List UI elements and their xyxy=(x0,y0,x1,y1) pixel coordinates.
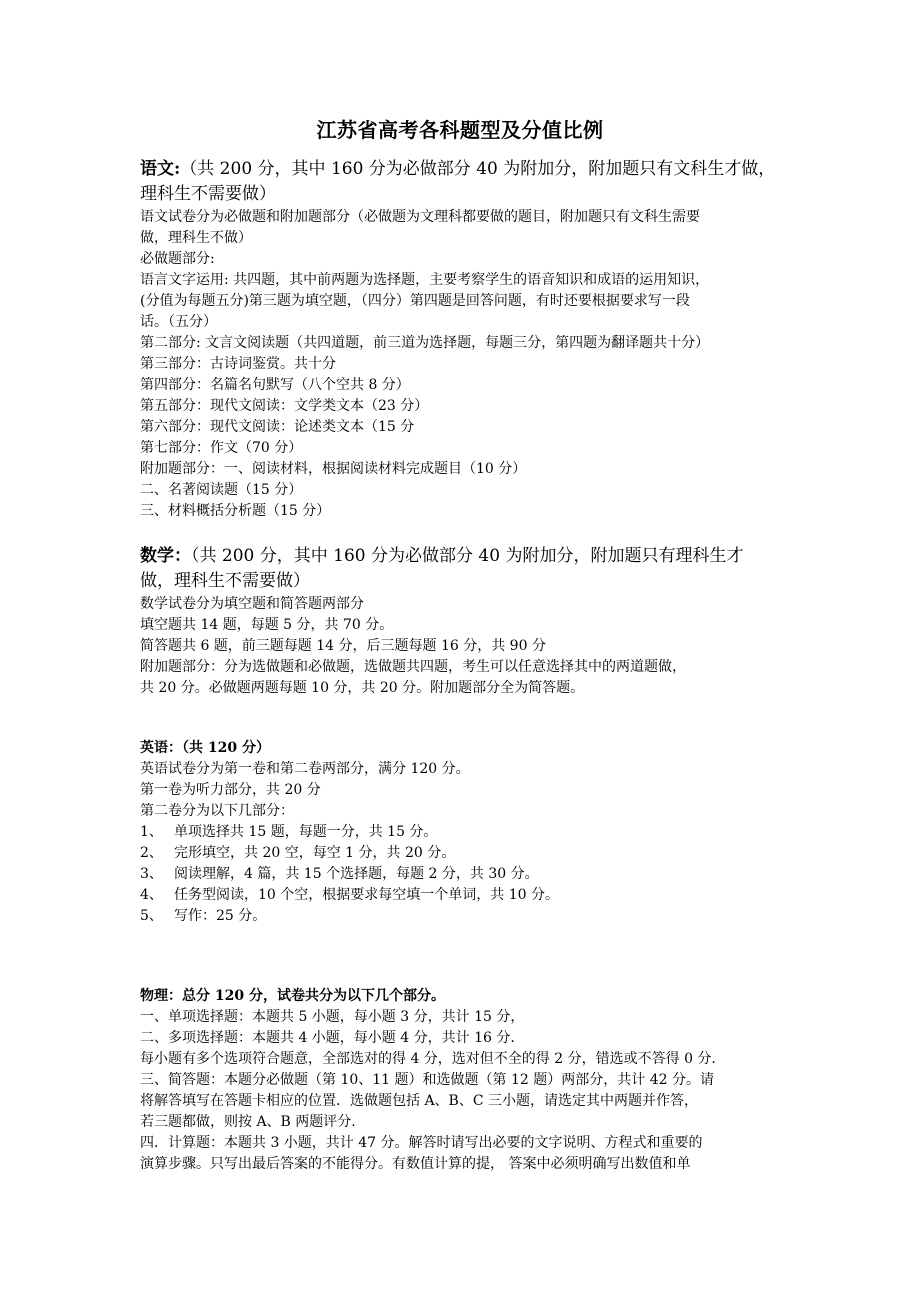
math-section xyxy=(140,544,790,699)
chinese-line: 必做题部分: xyxy=(140,251,215,267)
list-item-text: 完形填空，共 20 空，每空 1 分，共 20 分。 xyxy=(174,845,456,861)
chinese-heading-text: （共 200 分，其中 160 分为必做部分 40 为附加分，附加题只有文科生才做， xyxy=(180,159,776,179)
physics-line: 若三题都做，则按 A、B 两题评分. xyxy=(140,1114,356,1130)
physics-line: 演算步骤。只写出最后答案的不能得分。有数值计算的提， 答案中必须明确写出数值和单 xyxy=(140,1156,691,1172)
chinese-heading-label: 语文: xyxy=(140,159,181,179)
chinese-line: 附加题部分：一、阅读材料，根据阅读材料完成题目（10 分） xyxy=(140,461,527,477)
english-line: 第一卷为听力部分，共 20 分 xyxy=(140,782,321,798)
physics-line: 将解答填写在答题卡相应的位置．选做题包括 A、B、C 三小题，请选定其中两题并作答， xyxy=(140,1093,699,1109)
physics-heading: 物理：总分 120 分，试卷共分为以下几个部分。 xyxy=(140,988,445,1004)
chinese-line: 二、名著阅读题（15 分） xyxy=(140,482,303,498)
chinese-line: 语文试卷分为必做题和附加题部分（必做题为文理科都要做的题目，附加题只有文科生需要 xyxy=(140,209,700,225)
chinese-line: 三、材料概括分析题（15 分） xyxy=(140,503,331,519)
math-heading-line2: 做，理科生不需要做） xyxy=(140,571,310,591)
list-item xyxy=(140,822,790,843)
chinese-line: 第四部分：名篇名句默写（八个空共 8 分） xyxy=(140,377,410,393)
list-item-text: 阅读理解，4 篇，共 15 个选择题，每题 2 分，共 30 分。 xyxy=(174,866,539,882)
chinese-section xyxy=(140,157,790,522)
list-item-number: 5、 xyxy=(140,908,163,924)
math-line: 共 20 分。必做题两题每题 10 分，共 20 分。附加题部分全为简答题。 xyxy=(140,680,585,696)
physics-line: 三、简答题：本题分必做题（第 10、11 题）和选做题（第 12 题）两部分，共计 42 分。请 xyxy=(140,1072,714,1088)
english-line: 第二卷分为以下几部分： xyxy=(140,803,294,819)
page-title: 江苏省高考各科题型及分值比例 xyxy=(316,118,604,142)
list-item xyxy=(140,885,790,906)
chinese-line: 第六部分：现代文阅读：论述类文本（15 分 xyxy=(140,419,415,435)
chinese-line: 第七部分：作文（70 分） xyxy=(140,440,303,456)
math-heading-label: 数学： xyxy=(140,546,191,566)
list-item xyxy=(140,864,790,885)
chinese-line: 第三部分：古诗词鉴赏。共十分 xyxy=(140,356,336,372)
math-line: 简答题共 6 题，前三题每题 14 分，后三题每题 16 分，共 90 分 xyxy=(140,638,546,654)
english-section xyxy=(140,738,790,927)
list-item-text: 单项选择共 15 题，每题一分，共 15 分。 xyxy=(174,824,438,840)
english-heading: 英语：（共 120 分） xyxy=(140,740,270,756)
physics-line: 四．计算题：本题共 3 小题，共计 47 分。解答时请写出必要的文字说明、方程式和重要的 xyxy=(140,1135,703,1151)
chinese-line: 做，理科生不做） xyxy=(140,230,252,246)
physics-line: 每小题有多个选项符合题意，全部选对的得 4 分，选对但不全的得 2 分，错选或不答得 0 分. xyxy=(140,1051,716,1067)
math-line: 填空题共 14 题，每题 5 分，共 70 分。 xyxy=(140,617,394,633)
list-item xyxy=(140,906,790,927)
math-line: 附加题部分：分为选做题和必做题，选做题共四题，考生可以任意选择其中的两道题做， xyxy=(140,659,686,675)
chinese-line: 第五部分：现代文阅读：文学类文本（23 分） xyxy=(140,398,429,414)
list-item-number: 1、 xyxy=(140,824,163,840)
math-heading-text: （共 200 分，其中 160 分为必做部分 40 为附加分，附加题只有理科生才 xyxy=(191,546,744,566)
list-item-number: 2、 xyxy=(140,845,163,861)
chinese-heading-line2: 理科生不需要做） xyxy=(140,184,276,204)
chinese-line: 话。（五分） xyxy=(140,314,217,330)
chinese-heading xyxy=(140,157,790,182)
list-item-number: 4、 xyxy=(140,887,163,903)
list-item-number: 3、 xyxy=(140,866,163,882)
chinese-line: 语言文字运用: 共四题，其中前两题为选择题，主要考察学生的语音知识和成语的运用知识， xyxy=(140,272,710,288)
math-line: 数学试卷分为填空题和简答题两部分 xyxy=(140,596,364,612)
list-item-text: 任务型阅读，10 个空，根据要求每空填一个单词，共 10 分。 xyxy=(174,887,559,903)
list-item-text: 写作：25 分。 xyxy=(174,908,267,924)
english-line: 英语试卷分为第一卷和第二卷两部分，满分 120 分。 xyxy=(140,761,470,777)
chinese-line: (分值为每题五分)第三题为填空题，（四分）第四题是回答问题，有时还要根据要求写一段 xyxy=(140,293,690,309)
list-item xyxy=(140,843,790,864)
math-heading xyxy=(140,544,790,569)
chinese-line: 第二部分: 文言文阅读题（共四道题，前三道为选择题，每题三分，第四题为翻译题共十分） xyxy=(140,335,710,351)
physics-line: 二、多项选择题：本题共 4 小题，每小题 4 分，共计 16 分. xyxy=(140,1030,515,1046)
physics-section xyxy=(140,986,790,1175)
physics-line: 一、单项选择题：本题共 5 小题，每小题 3 分，共计 15 分， xyxy=(140,1009,525,1025)
